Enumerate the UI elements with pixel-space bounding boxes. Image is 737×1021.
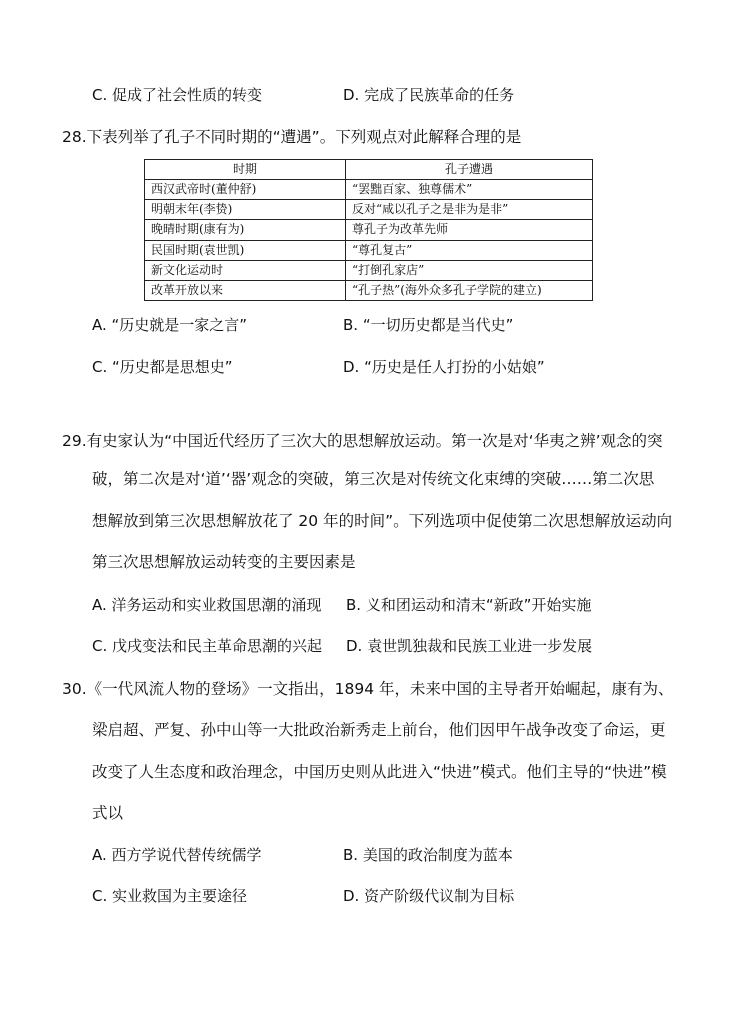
table-cell-encounter: “罢黜百家、独尊儒术” — [346, 180, 593, 200]
table-cell-period: 改革开放以来 — [145, 280, 346, 300]
table-row — [145, 200, 593, 220]
q29-stem-line-1: 29.有史家认为“中国近代经历了三次大的思想解放运动。第一次是对‘华夷之辨’观念的突 — [62, 432, 663, 450]
q29-option-a[interactable]: A. 洋务运动和实业救国思潮的涌现 — [92, 596, 322, 614]
q27-option-d[interactable]: D. 完成了民族革命的任务 — [343, 86, 515, 104]
table-row — [145, 240, 593, 260]
q30-option-c[interactable]: C. 实业救国为主要途径 — [92, 887, 248, 905]
q28-option-a[interactable]: A. “历史就是一家之言” — [92, 316, 248, 334]
confucius-table — [144, 159, 593, 301]
table-cell-encounter: “打倒孔家店” — [346, 260, 593, 280]
q29-stem-line-3: 想解放到第三次思想解放花了 20 年的时间”。下列选项中促使第二次思想解放运动向 — [92, 512, 673, 530]
q30-stem-line-4: 式以 — [92, 804, 124, 822]
table-cell-encounter: 尊孔子为改革先师 — [346, 220, 593, 240]
q29-option-b[interactable]: B. 义和团运动和清末“新政”开始实施 — [346, 596, 592, 614]
table-header-encounter: 孔子遭遇 — [346, 160, 593, 180]
q30-option-a[interactable]: A. 西方学说代替传统儒学 — [92, 846, 262, 864]
q30-stem-line-3: 改变了人生态度和政治理念，中国历史则从此进入“快进”模式。他们主导的“快进”模 — [92, 763, 667, 781]
table-header-period: 时期 — [145, 160, 346, 180]
q28-option-c[interactable]: C. “历史都是思想史” — [92, 358, 233, 376]
q27-option-c[interactable]: C. 促成了社会性质的转变 — [92, 86, 263, 104]
q28-stem: 28.下表列举了孔子不同时期的“遭遇”。下列观点对此解释合理的是 — [62, 128, 522, 146]
table-cell-period: 明朝末年(李贽) — [145, 200, 346, 220]
q28-option-d[interactable]: D. “历史是任人打扮的小姑娘” — [343, 358, 545, 376]
q30-option-b[interactable]: B. 美国的政治制度为蓝本 — [343, 846, 513, 864]
table-cell-period: 晚晴时期(康有为) — [145, 220, 346, 240]
table-row — [145, 260, 593, 280]
table-row — [145, 280, 593, 300]
q30-stem-line-1: 30.《一代风流人物的登场》一文指出，1894 年，未来中国的主导者开始崛起，康有为、 — [62, 680, 674, 698]
q29-stem-line-2: 破，第二次是对‘道’‘器’观念的突破，第三次是对传统文化束缚的突破……第二次思 — [92, 470, 655, 488]
q28-option-b[interactable]: B. “一切历史都是当代史” — [343, 316, 514, 334]
table-header-row — [145, 160, 593, 180]
table-cell-encounter: 反对“咸以孔子之是非为是非” — [346, 200, 593, 220]
table-cell-encounter: “尊孔复古” — [346, 240, 593, 260]
table-cell-period: 民国时期(袁世凯) — [145, 240, 346, 260]
table-row — [145, 220, 593, 240]
table-cell-period: 新文化运动时 — [145, 260, 346, 280]
q30-stem-line-2: 梁启超、严复、孙中山等一大批政治新秀走上前台，他们因甲午战争改变了命运，更 — [92, 721, 666, 739]
q29-stem-line-4: 第三次思想解放运动转变的主要因素是 — [92, 553, 356, 571]
table-cell-encounter: “孔子热”(海外众多孔子学院的建立) — [346, 280, 593, 300]
q29-option-d[interactable]: D. 袁世凯独裁和民族工业进一步发展 — [346, 637, 593, 655]
q29-option-c[interactable]: C. 戊戌变法和民主革命思潮的兴起 — [92, 637, 323, 655]
table-row — [145, 180, 593, 200]
table-cell-period: 西汉武帝时(董仲舒) — [145, 180, 346, 200]
q30-option-d[interactable]: D. 资产阶级代议制为目标 — [343, 887, 515, 905]
